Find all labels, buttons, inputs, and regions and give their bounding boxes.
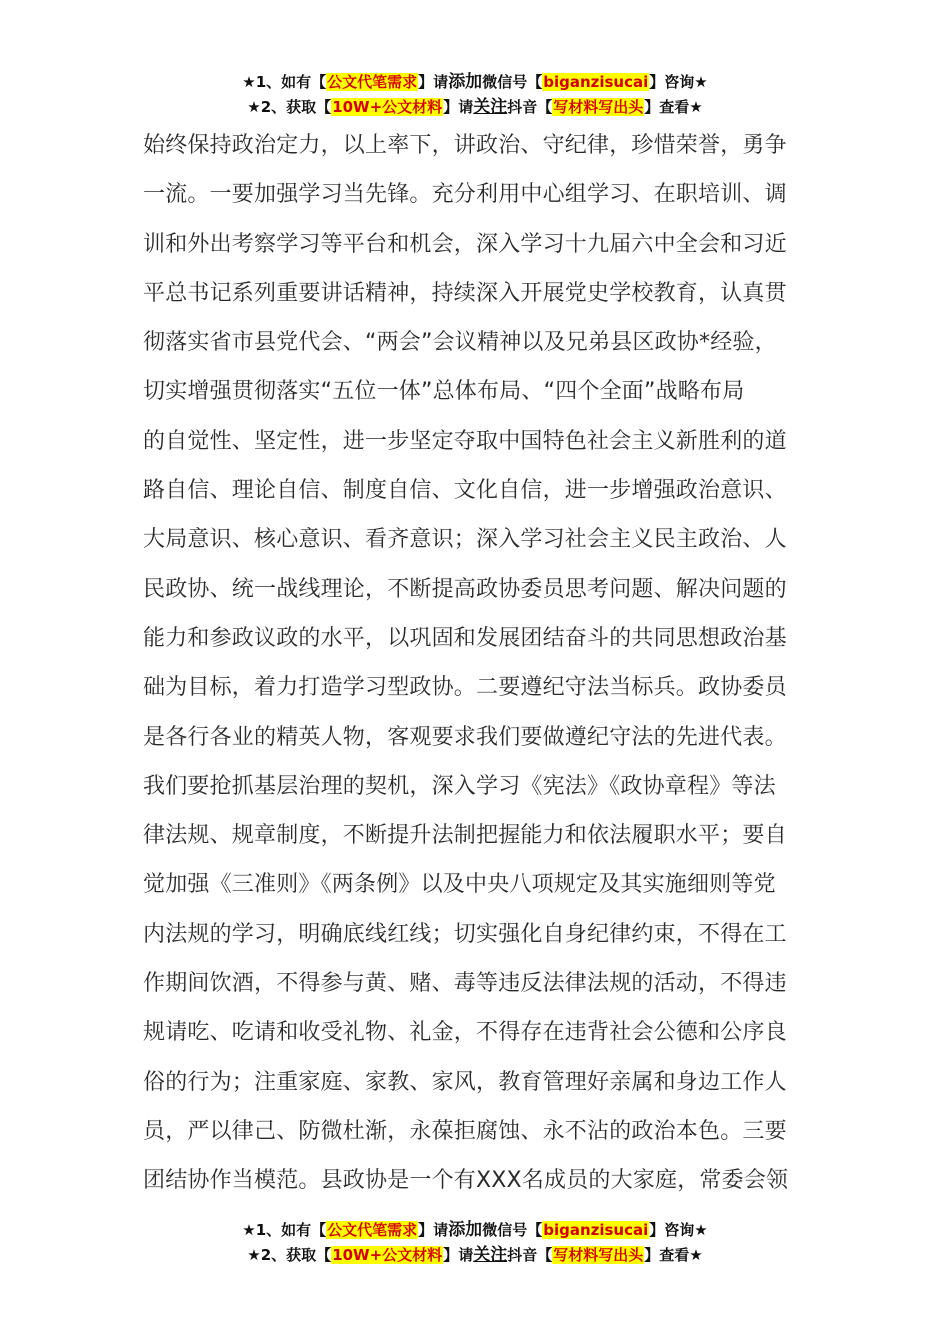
header-banner (0, 70, 950, 120)
banner-text: 抖音【 (507, 98, 553, 116)
text-line: 平总书记系列重要讲话精神，持续深入开展党史学校教育，认真贯 (143, 280, 787, 306)
text-line: 一流。一要加强学习当先锋。充分利用中心组学习、在职培训、调 (143, 182, 787, 208)
banner-text: 】咨询★ (649, 1221, 708, 1239)
text-line: 我们要抢抓基层治理的契机，深入学习《宪法》《政协章程》等法 (143, 773, 776, 799)
banner-text: ★1、如有【 (242, 73, 327, 91)
text-line: 内法规的学习，明确底线红线；切实强化自身纪律约束，不得在工 (143, 921, 787, 947)
highlight-douyin-account: 写材料写出头 (553, 98, 644, 116)
banner-text: ★2、获取【 (247, 1246, 332, 1264)
text-line: 作期间饮酒，不得参与黄、赌、毒等违反法律法规的活动，不得违 (143, 971, 787, 997)
text-line: 员，严以律己、防微杜渐，永葆拒腐蚀、永不沾的政治本色。三要 (143, 1118, 787, 1144)
banner-text: 】请 (418, 1221, 449, 1239)
text-line: 的自觉性、坚定性，进一步坚定夺取中国特色社会主义新胜利的道 (143, 428, 787, 454)
emphasis-text: 添加 (448, 1220, 483, 1240)
text-line: 能力和参政议政的水平，以巩固和发展团结奋斗的共同思想政治基 (143, 625, 787, 651)
highlight-wechat-id: biganzisucai (543, 73, 649, 91)
text-line: 训和外出考察学习等平台和机会，深入学习十九届六中全会和习近 (143, 231, 787, 257)
highlight-douyin-account: 写材料写出头 (553, 1246, 644, 1264)
banner-text: 微信号【 (482, 1221, 543, 1239)
text-line: 彻落实省市县党代会、“两会”会议精神以及兄弟县区政协*经验， (143, 330, 777, 356)
text-line: 俗的行为；注重家庭、家教、家风，教育管理好亲属和身边工作人 (143, 1069, 787, 1095)
text-line: 路自信、理论自信、制度自信、文化自信，进一步增强政治意识、 (143, 478, 787, 504)
banner-text: 】咨询★ (649, 73, 708, 91)
banner-text: 】查看★ (644, 1246, 703, 1264)
banner-line-1 (0, 70, 950, 95)
banner-line-1 (0, 1218, 950, 1243)
banner-text: 】请 (418, 73, 449, 91)
highlight-service: 公文代笔需求 (327, 73, 418, 91)
text-line: 规请吃、吃请和收受礼物、礼金，不得存在违背社会公德和公序良 (143, 1020, 787, 1046)
emphasis-text: 关注 (473, 97, 508, 117)
text-line: 律法规、规章制度，不断提升法制把握能力和依法履职水平；要自 (143, 823, 787, 849)
highlight-materials: 10W+公文材料 (332, 98, 443, 116)
text-line: 是各行各业的精英人物，客观要求我们要做遵纪守法的先进代表。 (143, 724, 787, 750)
text-line: 切实增强贯彻落实“五位一体”总体布局、“四个全面”战略布局 (143, 379, 745, 405)
banner-text: 】查看★ (644, 98, 703, 116)
banner-line-2 (0, 95, 950, 120)
highlight-materials: 10W+公文材料 (332, 1246, 443, 1264)
banner-text: 微信号【 (482, 73, 543, 91)
highlight-wechat-id: biganzisucai (543, 1221, 649, 1239)
banner-text: ★1、如有【 (242, 1221, 327, 1239)
document-body (143, 121, 805, 1206)
text-line: 大局意识、核心意识、看齐意识；深入学习社会主义民主政治、人 (143, 527, 787, 553)
text-line: 团结协作当模范。县政协是一个有XXX名成员的大家庭，常委会领 (143, 1168, 789, 1194)
banner-text: 抖音【 (507, 1246, 553, 1264)
text-line: 础为目标，着力打造学习型政协。二要遵纪守法当标兵。政协委员 (143, 675, 787, 701)
footer-banner (0, 1218, 950, 1268)
banner-text: 】请 (443, 1246, 474, 1264)
banner-text: ★2、获取【 (247, 98, 332, 116)
highlight-service: 公文代笔需求 (327, 1221, 418, 1239)
emphasis-text: 关注 (473, 1245, 508, 1265)
banner-line-2 (0, 1243, 950, 1268)
banner-text: 】请 (443, 98, 474, 116)
text-line: 民政协、统一战线理论，不断提高政协委员思考问题、解决问题的 (143, 576, 787, 602)
emphasis-text: 添加 (448, 72, 483, 92)
text-line: 始终保持政治定力，以上率下，讲政治、守纪律，珍惜荣誉，勇争 (143, 133, 787, 158)
text-line: 觉加强《三准则》《两条例》以及中央八项规定及其实施细则等党 (143, 872, 776, 898)
